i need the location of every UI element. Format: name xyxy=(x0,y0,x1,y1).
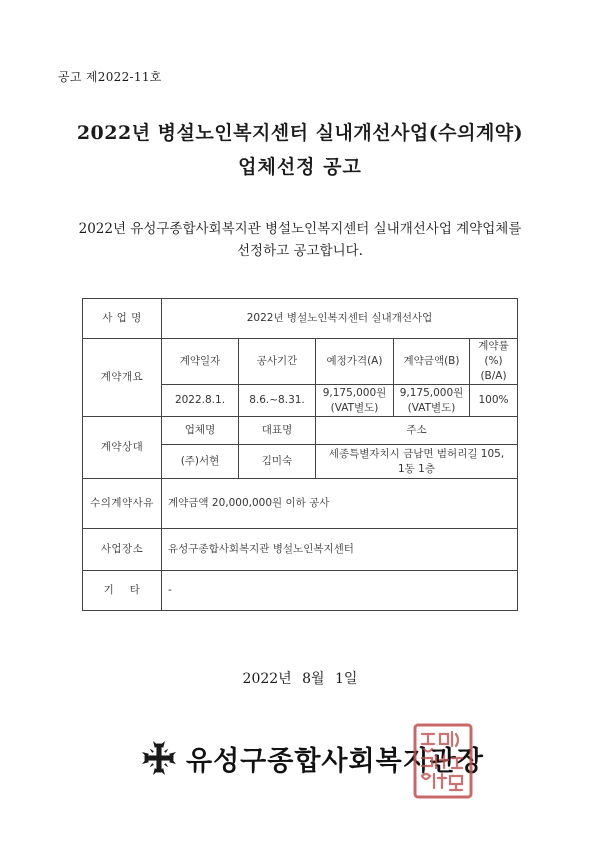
construction-period-value: 8.6.~8.31. xyxy=(239,385,316,417)
estimated-price-value xyxy=(316,385,394,417)
contract-overview-label: 계약개요 xyxy=(83,339,162,417)
contract-date-header: 계약일자 xyxy=(162,339,239,385)
representative-header: 대표명 xyxy=(239,417,316,445)
official-seal-stamp xyxy=(412,722,474,800)
row-location xyxy=(83,529,518,571)
intro-text xyxy=(60,218,540,262)
other-label: 기 타 xyxy=(83,571,162,611)
title-line-2: 업체선정 공고 xyxy=(238,156,362,178)
address-line-2: 1동 1층 xyxy=(398,462,435,475)
contract-rate-value: 100% xyxy=(470,385,518,417)
address-line-1: 세종특별자치시 금남면 범허리길 105, xyxy=(328,447,505,460)
address-value xyxy=(316,445,518,479)
other-value: - xyxy=(162,571,518,611)
estimated-price-vat: (VAT별도) xyxy=(330,401,379,414)
estimated-price-header: 예정가격(A) xyxy=(316,339,394,385)
company-value: (주)서현 xyxy=(162,445,239,479)
organization-name: 유성구종합사회복지관장 xyxy=(186,745,484,777)
row-reason xyxy=(83,479,518,529)
project-name-value: 2022년 병설노인복지센터 실내개선사업 xyxy=(162,299,518,339)
construction-period-header: 공사기간 xyxy=(239,339,316,385)
contract-date-value: 2022.8.1. xyxy=(162,385,239,417)
contract-amount-header: 계약금액(B) xyxy=(394,339,470,385)
contract-amount-vat: (VAT별도) xyxy=(407,401,456,414)
contract-amount-value xyxy=(394,385,470,417)
title-line-1: 2022년 병설노인복지센터 실내개선사업(수의계약) xyxy=(76,122,524,144)
project-name-label: 사 업 명 xyxy=(83,299,162,339)
location-value: 유성구종합사회복지관 병설노인복지센터 xyxy=(162,529,518,571)
location-label: 사업장소 xyxy=(83,529,162,571)
contract-info-table xyxy=(82,298,518,611)
company-header: 업체명 xyxy=(162,417,239,445)
row-counterparty-headers xyxy=(83,417,518,445)
notice-number: 공고 제2022-11호 xyxy=(58,70,162,84)
representative-value: 김미숙 xyxy=(239,445,316,479)
estimated-price-amount: 9,175,000원 xyxy=(322,386,387,399)
reason-value: 계약금액 20,000,000원 이하 공사 xyxy=(162,479,518,529)
row-project-name xyxy=(83,299,518,339)
reason-label: 수의계약사유 xyxy=(83,479,162,529)
caritas-flame-cross-icon xyxy=(142,741,176,775)
row-overview-headers xyxy=(83,339,518,385)
row-other xyxy=(83,571,518,611)
contract-amount-amount: 9,175,000원 xyxy=(399,386,464,399)
counterparty-label: 계약상대 xyxy=(83,417,162,479)
intro-line-2: 선정하고 공고합니다. xyxy=(237,243,363,259)
announcement-date: 2022년 8월 1일 xyxy=(242,671,358,687)
intro-line-1: 2022년 유성구종합사회복지관 병설노인복지센터 실내개선사업 계약업체를 xyxy=(78,221,522,237)
contract-rate-header: 계약률(%)(B/A) xyxy=(470,339,518,385)
address-header: 주소 xyxy=(316,417,518,445)
